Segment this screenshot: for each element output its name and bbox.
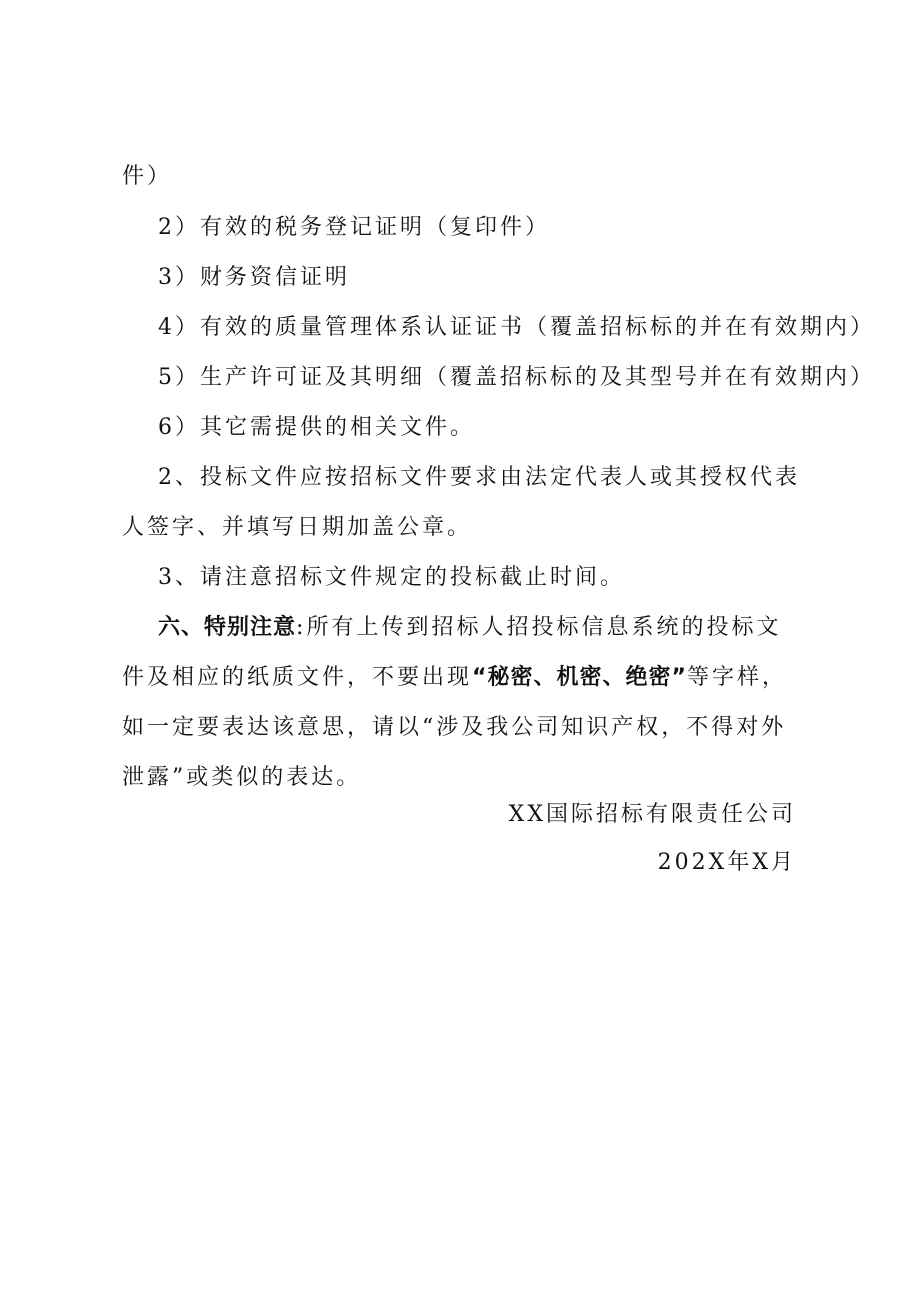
signature-date: 202X年X月: [657, 850, 796, 875]
list-item: 5）生产许可证及其明细（覆盖招标标的及其型号并在有效期内）: [158, 365, 875, 390]
list-item: 6）其它需提供的相关文件。: [158, 415, 475, 440]
carry-over-line: 件）: [122, 164, 173, 189]
special-notice-colon: :: [296, 615, 307, 640]
special-notice-quoted-terms: “秘密、机密、绝密”: [472, 665, 687, 690]
paragraph-deadline-notice: 3、请注意招标文件规定的投标截止时间。: [158, 565, 625, 590]
paragraph-signature-requirement: 2、投标文件应按招标文件要求由法定代表人或其授权代表人签字、并填写日期加盖公章。: [122, 465, 800, 540]
special-notice-paragraph: [122, 603, 802, 803]
signature-company: XX国际招标有限责任公司: [508, 802, 796, 827]
list-item: 3）财务资信证明: [158, 265, 350, 290]
list-item: 4）有效的质量管理体系认证证书（覆盖招标标的并在有效期内）: [158, 315, 875, 340]
special-notice-text-b: 等字样，如一定要表达该意思，请以“涉及我公司知识产权，不得对外泄露”或类似的表达。: [122, 665, 787, 790]
special-notice-text-a: 所有上传到招标人招投标信息系统的投标文件及相应的纸质文件，不要出现: [122, 615, 782, 690]
special-notice-heading: 六、特别注意: [158, 615, 297, 640]
list-item: 2）有效的税务登记证明（复印件）: [158, 215, 550, 240]
